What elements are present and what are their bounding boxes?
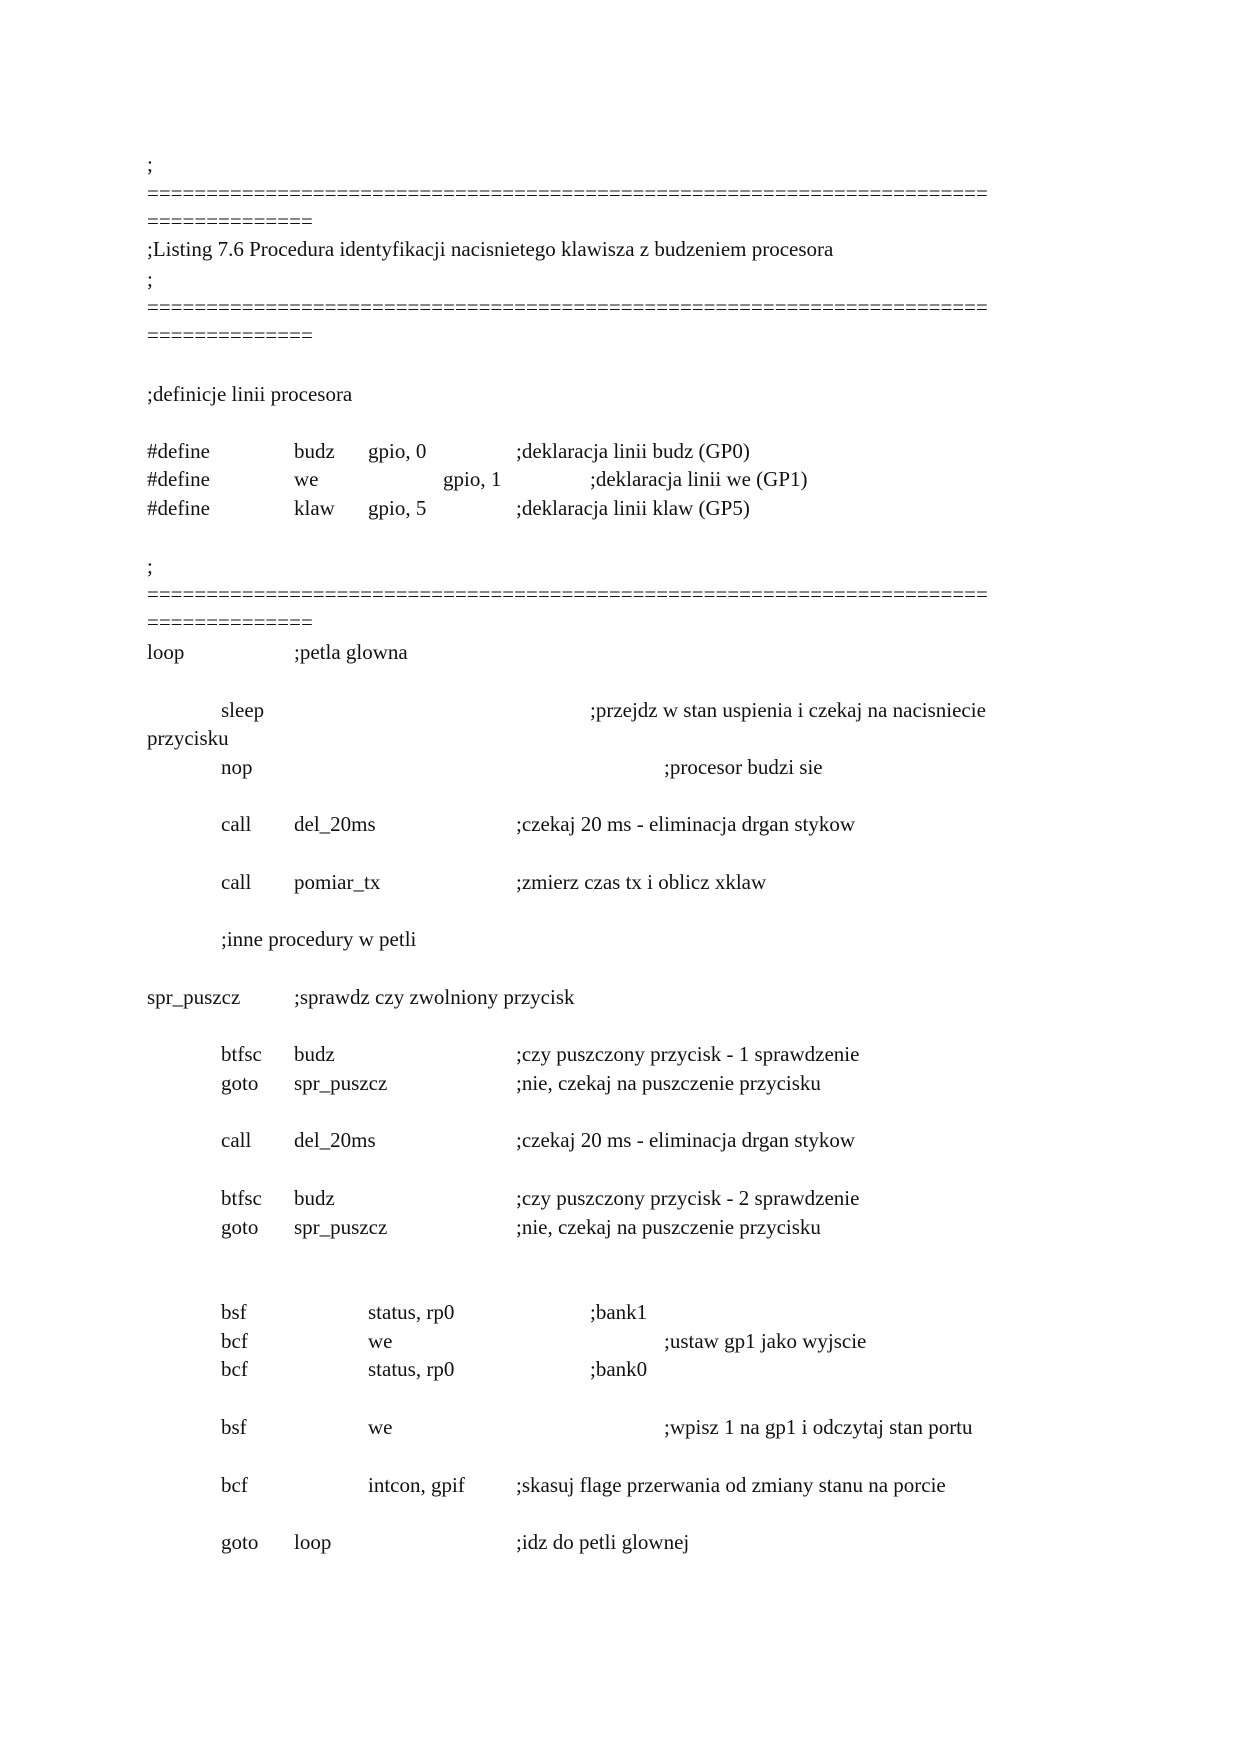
code-opcode: goto xyxy=(221,1071,259,1095)
define-value: gpio, 5 xyxy=(368,496,427,520)
code-operand: budz xyxy=(294,1042,335,1066)
code-comment: ;inne procedury w petli xyxy=(221,927,417,951)
code-comment: ;wpisz 1 na gp1 i odczytaj stan portu xyxy=(664,1415,973,1439)
separator-semicolon: ; xyxy=(147,554,153,578)
code-comment: ;skasuj flage przerwania od zmiany stanu na porcie xyxy=(516,1473,946,1497)
code-operand: spr_puszcz xyxy=(294,1071,388,1095)
code-comment: ;nie, czekaj na puszczenie przycisku xyxy=(516,1071,821,1095)
code-label: loop xyxy=(147,640,185,664)
code-comment: ;bank1 xyxy=(590,1300,648,1324)
code-comment: ;nie, czekaj na puszczenie przycisku xyxy=(516,1215,821,1239)
define-comment: ;deklaracja linii we (GP1) xyxy=(590,467,808,491)
define-value: gpio, 0 xyxy=(368,439,427,463)
separator-rule: ======================================================================= xyxy=(147,295,988,319)
separator-rule-continued: ============== xyxy=(147,610,313,634)
code-comment: ;sprawdz czy zwolniony przycisk xyxy=(294,985,575,1009)
define-directive: #define xyxy=(147,467,210,491)
code-opcode: sleep xyxy=(221,698,265,722)
code-comment: ;czekaj 20 ms - eliminacja drgan stykow xyxy=(516,812,856,836)
separator-semicolon: ; xyxy=(147,267,153,291)
code-operand: del_20ms xyxy=(294,1128,376,1152)
separator-semicolon: ; xyxy=(147,152,153,176)
code-opcode: goto xyxy=(221,1215,259,1239)
define-name: klaw xyxy=(294,496,335,520)
separator-rule-continued: ============== xyxy=(147,209,313,233)
code-operand: status, rp0 xyxy=(368,1300,455,1324)
code-opcode: bcf xyxy=(221,1473,248,1497)
define-name: we xyxy=(294,467,319,491)
code-label: spr_puszcz xyxy=(147,985,241,1009)
code-comment: ;bank0 xyxy=(590,1357,648,1381)
code-opcode: call xyxy=(221,812,252,836)
code-comment: ;czy puszczony przycisk - 1 sprawdzenie xyxy=(516,1042,860,1066)
section-comment: ;definicje linii procesora xyxy=(147,382,353,406)
listing-title: ;Listing 7.6 Procedura identyfikacji nacisnietego klawisza z budzeniem procesora xyxy=(147,237,834,261)
code-operand: intcon, gpif xyxy=(368,1473,465,1497)
code-operand: budz xyxy=(294,1186,335,1210)
code-operand: pomiar_tx xyxy=(294,870,381,894)
define-comment: ;deklaracja linii budz (GP0) xyxy=(516,439,750,463)
code-opcode: nop xyxy=(221,755,253,779)
code-opcode: bsf xyxy=(221,1415,247,1439)
code-operand: we xyxy=(368,1415,393,1439)
code-opcode: btfsc xyxy=(221,1042,262,1066)
code-comment: ;procesor budzi sie xyxy=(664,755,823,779)
define-directive: #define xyxy=(147,496,210,520)
code-operand: we xyxy=(368,1329,393,1353)
code-operand: spr_puszcz xyxy=(294,1215,388,1239)
define-value: gpio, 1 xyxy=(443,467,502,491)
code-operand: del_20ms xyxy=(294,812,376,836)
code-comment: ;czekaj 20 ms - eliminacja drgan stykow xyxy=(516,1128,856,1152)
code-comment: ;petla glowna xyxy=(294,640,408,664)
code-opcode: bsf xyxy=(221,1300,247,1324)
define-directive: #define xyxy=(147,439,210,463)
code-comment: ;zmierz czas tx i oblicz xklaw xyxy=(516,870,767,894)
separator-rule: ======================================================================= xyxy=(147,582,988,606)
code-opcode: bcf xyxy=(221,1329,248,1353)
code-opcode: call xyxy=(221,870,252,894)
code-opcode: call xyxy=(221,1128,252,1152)
define-comment: ;deklaracja linii klaw (GP5) xyxy=(516,496,750,520)
code-comment-wrap: przycisku xyxy=(147,726,229,750)
code-opcode: goto xyxy=(221,1530,259,1554)
code-opcode: btfsc xyxy=(221,1186,262,1210)
define-name: budz xyxy=(294,439,335,463)
code-comment: ;ustaw gp1 jako wyjscie xyxy=(664,1329,867,1353)
code-comment: ;przejdz w stan uspienia i czekaj na nacisniecie xyxy=(590,698,986,722)
separator-rule: ======================================================================= xyxy=(147,181,988,205)
separator-rule-continued: ============== xyxy=(147,323,313,347)
code-opcode: bcf xyxy=(221,1357,248,1381)
code-operand: status, rp0 xyxy=(368,1357,455,1381)
code-comment: ;idz do petli glownej xyxy=(516,1530,690,1554)
code-comment: ;czy puszczony przycisk - 2 sprawdzenie xyxy=(516,1186,860,1210)
code-operand: loop xyxy=(294,1530,332,1554)
